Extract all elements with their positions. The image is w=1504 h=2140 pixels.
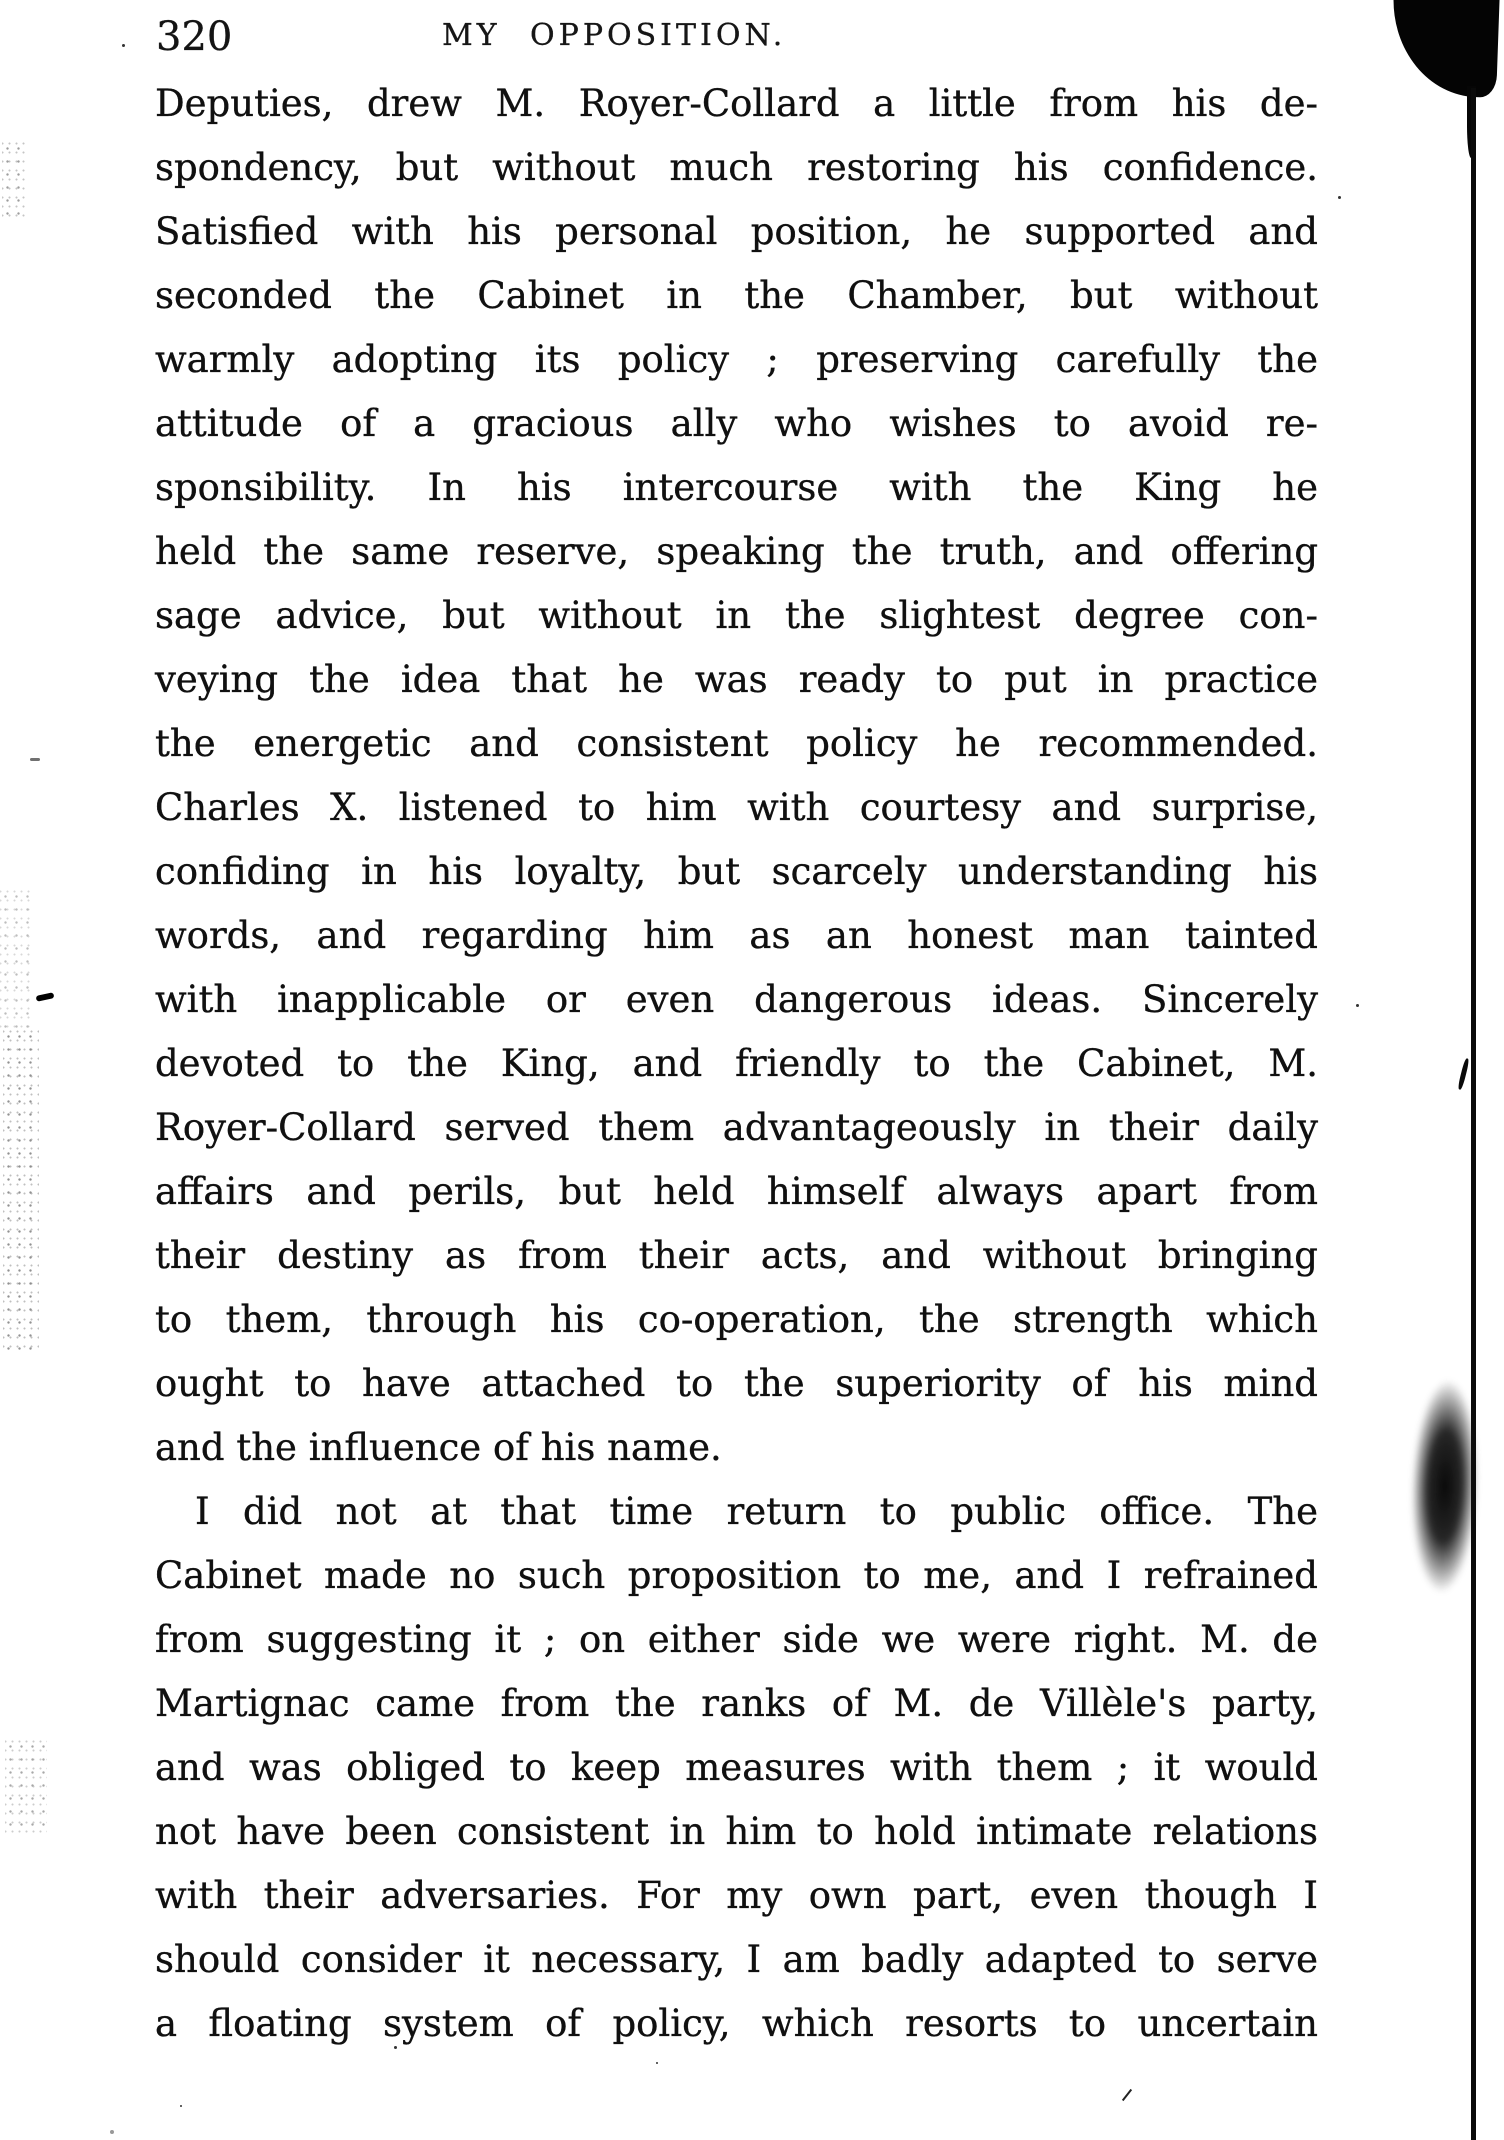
text-line: from suggesting it ; on either side we were right. M. de <box>155 1618 1318 1661</box>
text-line: spondency, but without much restoring his confidence. <box>155 146 1318 189</box>
text-line: words, and regarding him as an honest man tainted <box>155 914 1318 957</box>
text-line: their destiny as from their acts, and without bringing <box>155 1234 1318 1277</box>
scan-speckle <box>0 890 30 1030</box>
text-line: to them, through his co-operation, the strength which <box>155 1298 1318 1341</box>
body-text <box>155 72 1318 2056</box>
text-line: Royer-Collard served them advantageously in their daily <box>155 1106 1318 1149</box>
text-line: confiding in his loyalty, but scarcely understanding his <box>155 850 1318 893</box>
text-line: Martignac came from the ranks of M. de Villèle's party, <box>155 1682 1318 1725</box>
scan-speck <box>122 44 125 47</box>
text-line: veying the idea that he was ready to put in practice <box>155 658 1318 701</box>
scan-speckle <box>3 1030 39 1350</box>
ink-blob-corner <box>1390 0 1500 98</box>
scan-speck <box>1356 1004 1359 1007</box>
margin-ink-dash <box>36 992 55 1002</box>
text-line: warmly adopting its policy ; preserving carefully the <box>155 338 1318 381</box>
scan-scratch <box>1122 2089 1132 2101</box>
scan-speck <box>394 2046 397 2049</box>
text-line: affairs and perils, but held himself always apart from <box>155 1170 1318 1213</box>
margin-ink-dash <box>30 758 40 761</box>
ink-smudge <box>1391 1355 1484 1618</box>
text-line: sponsibility. In his intercourse with the King he <box>155 466 1318 509</box>
scan-speckle <box>5 1740 47 1835</box>
page-edge-line <box>1471 88 1476 2140</box>
scan-speck <box>180 2105 182 2107</box>
text-line: I did not at that time return to public office. The <box>195 1490 1318 1533</box>
text-line: a floating system of policy, which resorts to uncertain <box>155 2002 1318 2045</box>
text-line: the energetic and consistent policy he recommended. <box>155 722 1318 765</box>
page-edge-line-hook <box>1457 1058 1470 1090</box>
text-line: with their adversaries. For my own part, even though I <box>155 1874 1318 1917</box>
paragraph <box>155 72 1318 1480</box>
running-head: MY OPPOSITION. <box>442 18 787 53</box>
scan-speckle <box>2 142 28 220</box>
text-line: attitude of a gracious ally who wishes to avoid re- <box>155 402 1318 445</box>
text-line: with inapplicable or even dangerous ideas. Sincerely <box>155 978 1318 1021</box>
text-line: not have been consistent in him to hold intimate relations <box>155 1810 1318 1853</box>
text-line: sage advice, but without in the slightest degree con- <box>155 594 1318 637</box>
text-line: should consider it necessary, I am badly adapted to serve <box>155 1938 1318 1981</box>
scan-speck <box>1338 196 1341 199</box>
text-line: Charles X. listened to him with courtesy and surprise, <box>155 786 1318 829</box>
text-line: and was obliged to keep measures with them ; it would <box>155 1746 1318 1789</box>
text-line: Deputies, drew M. Royer-Collard a little from his de- <box>155 82 1318 125</box>
scan-speck <box>656 2062 658 2064</box>
paragraph <box>155 1480 1318 2056</box>
scan-speck <box>110 2130 114 2134</box>
text-line: Satisfied with his personal position, he supported and <box>155 210 1318 253</box>
page-number: 320 <box>156 14 233 60</box>
text-line: and the influence of his name. <box>155 1426 722 1469</box>
text-line: Cabinet made no such proposition to me, and I refrained <box>155 1554 1318 1597</box>
text-line: seconded the Cabinet in the Chamber, but without <box>155 274 1318 317</box>
text-line: held the same reserve, speaking the truth, and offering <box>155 530 1318 573</box>
text-line: ought to have attached to the superiority of his mind <box>155 1362 1318 1405</box>
text-line: devoted to the King, and friendly to the Cabinet, M. <box>155 1042 1318 1085</box>
